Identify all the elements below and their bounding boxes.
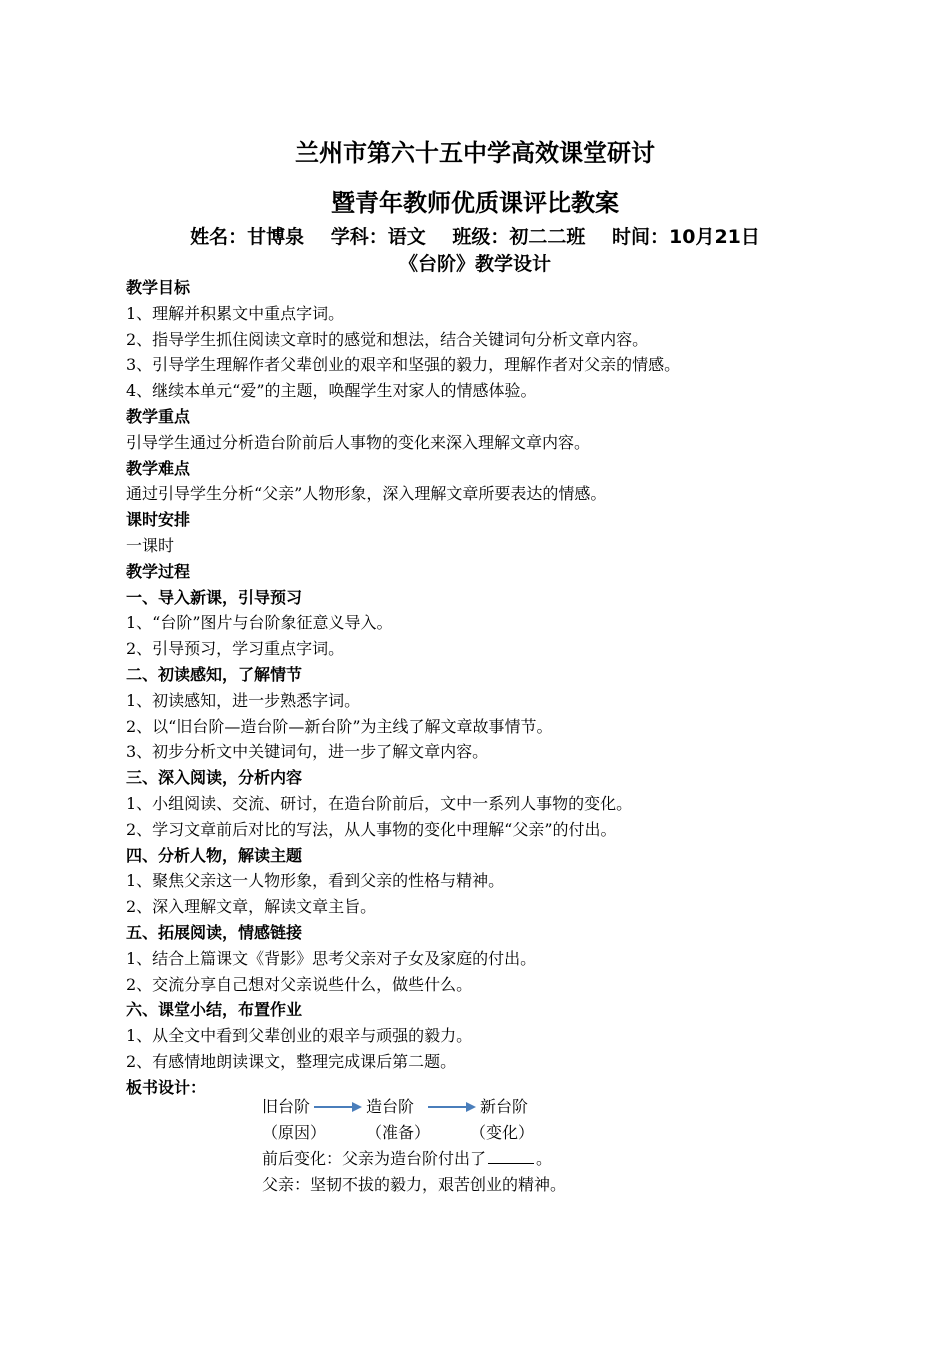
section-heading: 教学过程 xyxy=(126,561,191,581)
section-line: 2、有感情地朗读课文，整理完成课后第二题。 xyxy=(126,1051,457,1071)
section-heading: 教学目标 xyxy=(126,278,191,297)
fill-in-blank xyxy=(488,1147,534,1164)
section-line: 1、初读感知，进一步熟悉字词。 xyxy=(126,690,361,710)
board-label-prepare: （准备） xyxy=(366,1123,431,1142)
blackboard-design xyxy=(262,1094,862,1198)
arrow-right-icon xyxy=(314,1101,362,1113)
arrow-right-icon xyxy=(428,1101,476,1113)
section-line: 4、继续本单元“爱”的主题，唤醒学生对家人的情感体验。 xyxy=(126,381,537,401)
info-name: 姓名：甘博泉 xyxy=(190,226,305,248)
board-father-line: 父亲：坚韧不拔的毅力，艰苦创业的精神。 xyxy=(262,1175,567,1194)
section-line: 2、学习文章前后对比的写法，从人事物的变化中理解“父亲”的付出。 xyxy=(126,819,617,839)
section-line: 通过引导学生分析“父亲”人物形象，深入理解文章所要表达的情感。 xyxy=(126,484,607,504)
section-line: 2、深入理解文章，解读文章主旨。 xyxy=(126,897,377,917)
board-flow xyxy=(262,1094,862,1120)
section-line: 3、引导学生理解作者父辈创业的艰辛和坚强的毅力，理解作者对父亲的情感。 xyxy=(126,355,681,375)
info-class: 班级：初二二班 xyxy=(452,226,586,248)
info-subject: 学科：语文 xyxy=(330,226,426,248)
board-old-step: 旧台阶 xyxy=(262,1097,311,1116)
board-new-step: 新台阶 xyxy=(480,1097,529,1116)
title-line-1: 兰州市第六十五中学高效课堂研讨 xyxy=(295,139,655,167)
section-line: 1、理解并积累文中重点字词。 xyxy=(126,303,345,323)
board-label-change: （变化） xyxy=(470,1123,535,1142)
lesson-plan-body xyxy=(126,275,906,1101)
section-line: 1、“台阶”图片与台阶象征意义导入。 xyxy=(126,613,393,633)
info-time: 时间：10月21日 xyxy=(612,226,760,248)
section-line: 2、以“旧台阶—造台阶—新台阶”为主线了解文章故事情节。 xyxy=(126,716,553,736)
section-line: 2、交流分享自己想对父亲说些什么，做些什么。 xyxy=(126,974,473,994)
section-heading: 三、深入阅读，分析内容 xyxy=(126,768,303,788)
section-line: 一课时 xyxy=(126,535,175,555)
board-change-suffix: 。 xyxy=(536,1149,553,1168)
board-labels xyxy=(262,1120,862,1146)
section-heading: 教学重点 xyxy=(126,406,191,426)
section-line: 1、小组阅读、交流、研讨，在造台阶前后，文中一系列人事物的变化。 xyxy=(126,793,633,813)
title-line-2: 暨青年教师优质课评比教案 xyxy=(331,189,619,217)
section-line: 1、从全文中看到父辈创业的艰辛与顽强的毅力。 xyxy=(126,1026,473,1046)
section-heading: 二、初读感知，了解情节 xyxy=(126,664,303,684)
section-line: 2、引导预习，学习重点字词。 xyxy=(126,639,345,659)
board-build-step: 造台阶 xyxy=(366,1097,415,1116)
teacher-info xyxy=(0,222,950,249)
board-change-line xyxy=(262,1146,862,1172)
section-heading: 六、课堂小结，布置作业 xyxy=(126,1000,303,1020)
section-line: 2、指导学生抓住阅读文章时的感觉和想法，结合关键词句分析文章内容。 xyxy=(126,329,649,349)
board-label-cause: （原因） xyxy=(262,1123,327,1142)
section-heading: 五、拓展阅读，情感链接 xyxy=(126,922,303,942)
section-heading: 四、分析人物，解读主题 xyxy=(126,845,303,865)
section-heading: 板书设计： xyxy=(126,1077,207,1097)
section-line: 1、聚焦父亲这一人物形象，看到父亲的性格与精神。 xyxy=(126,871,505,891)
section-line: 1、结合上篇课文《背影》思考父亲对子女及家庭的付出。 xyxy=(126,948,537,968)
section-heading: 一、导入新课，引导预习 xyxy=(126,587,303,607)
board-change-prefix: 前后变化：父亲为造台阶付出了 xyxy=(262,1149,487,1168)
section-heading: 课时安排 xyxy=(126,510,191,530)
section-heading: 教学难点 xyxy=(126,458,191,478)
section-line: 3、初步分析文中关键词句，进一步了解文章内容。 xyxy=(126,742,489,762)
lesson-title: 《台阶》教学设计 xyxy=(398,253,551,275)
section-line: 引导学生通过分析造台阶前后人事物的变化来深入理解文章内容。 xyxy=(126,432,591,452)
